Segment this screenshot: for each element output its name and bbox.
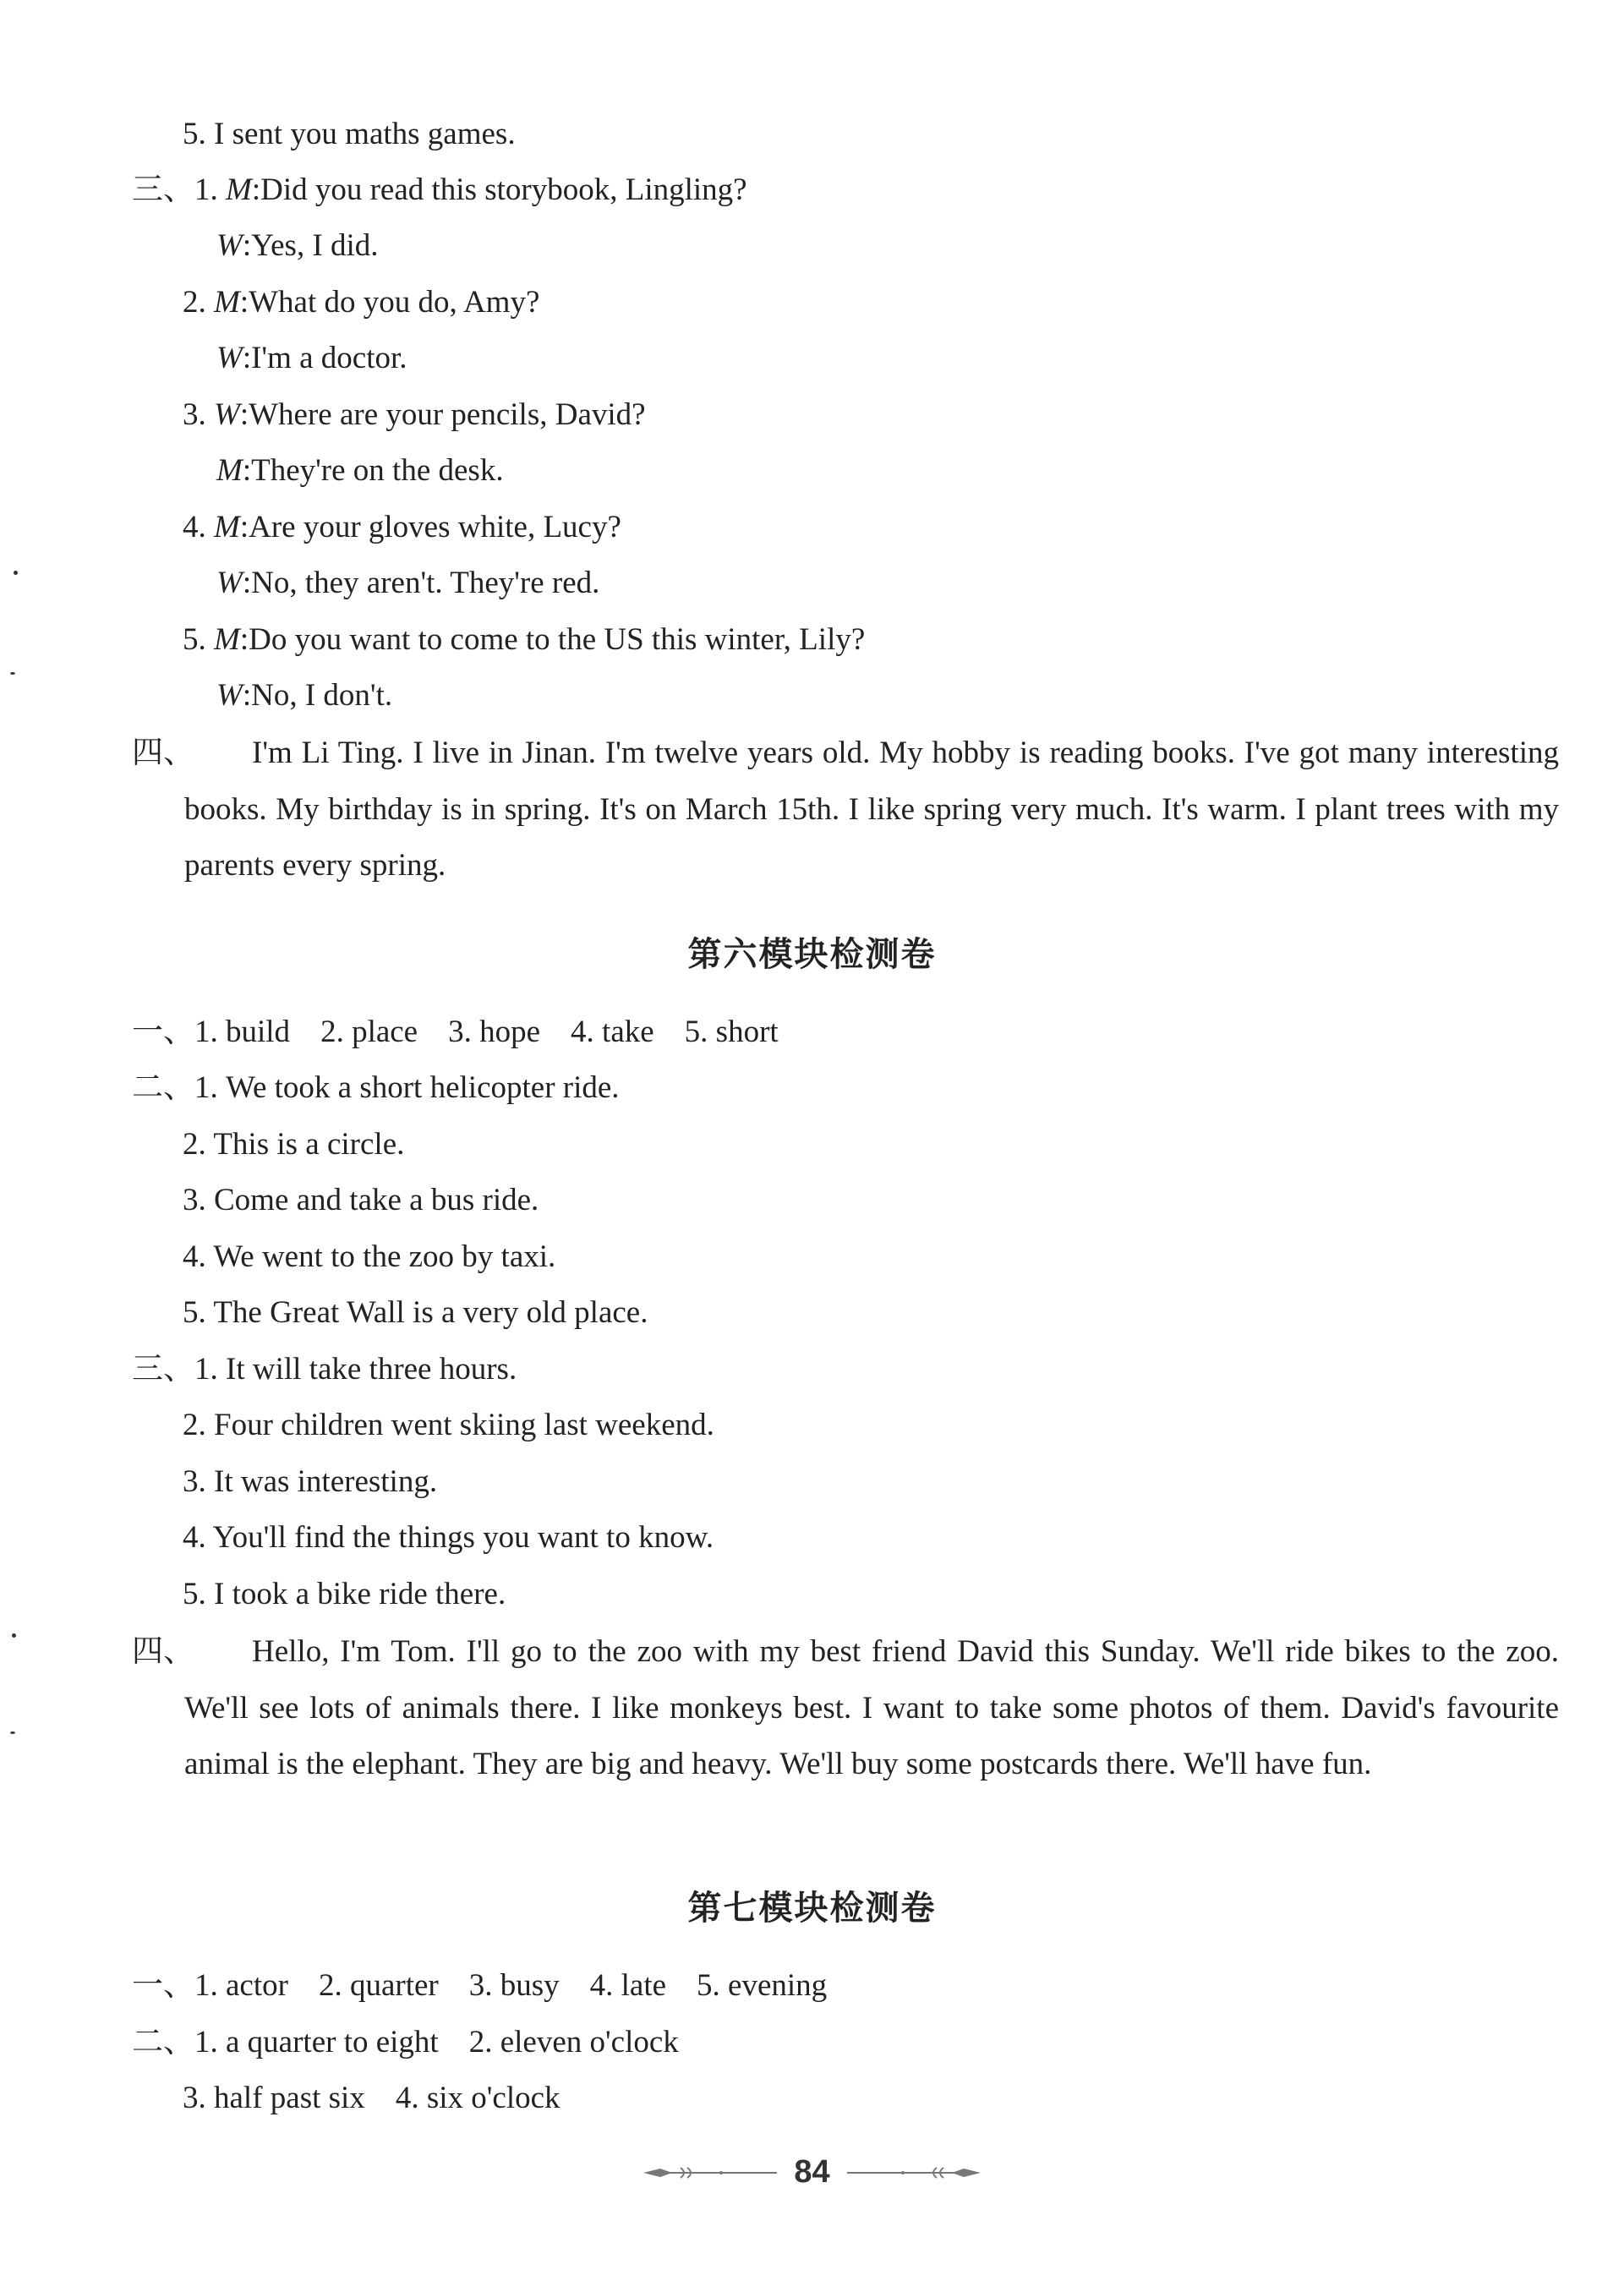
section-marker: 四、 <box>132 736 194 770</box>
listening-passage: I'm Li Ting. I live in Jinan. I'm twelve years old. My hobby is reading books. I've got many interesting books. My birthday is in spring. It's on March 15th. I like spring very much. It's warm. I plant trees with my parents every spring. <box>184 736 1559 883</box>
listening-passage: Hello, I'm Tom. I'll go to the zoo with my best friend David this Sunday. We'll ride bikes to the zoo. We'll see lots of animals there. I like monkeys best. I want to take some photos of them. David's favourite animal is the elephant. They are big and heavy. We'll buy some postcards there. We'll have fun. <box>184 1634 1559 1781</box>
answer-row: 3. half past six 4. six o'clock <box>183 2081 560 2115</box>
dialogue-line: 2. M:What do you do, Amy? <box>183 285 540 320</box>
margin-mark <box>14 571 18 575</box>
module-heading: 第六模块检测卷 <box>687 935 937 974</box>
answer-item: 3. Come and take a bus ride. <box>183 1183 539 1217</box>
dialogue-reply: W:No, I don't. <box>216 678 393 713</box>
answer-item: 5. The Great Wall is a very old place. <box>183 1295 648 1330</box>
answer-row: 二、1. a quarter to eight 2. eleven o'clock <box>132 2025 679 2059</box>
dialogue-line: 5. M:Do you want to come to the US this winter, Lily? <box>183 622 866 657</box>
left-ornament-icon <box>643 2163 779 2183</box>
dialogue-reply: W:Yes, I did. <box>216 228 379 263</box>
margin-mark <box>12 1633 16 1638</box>
dialogue-line: 3. W:Where are your pencils, David? <box>183 397 646 432</box>
section-marker: 四、 <box>132 1634 194 1669</box>
answer-item: 2. Four children went skiing last weekend. <box>183 1408 714 1442</box>
answer-item: 4. We went to the zoo by taxi. <box>183 1239 556 1274</box>
section-marker: 三、 <box>132 172 194 207</box>
module-heading: 第七模块检测卷 <box>687 1889 937 1928</box>
answer-row: 一、1. build 2. place 3. hope 4. take 5. short <box>132 1015 779 1049</box>
right-ornament-icon <box>845 2163 981 2183</box>
answer-row: 一、1. actor 2. quarter 3. busy 4. late 5. evening <box>132 1968 828 2003</box>
margin-mark <box>10 672 15 675</box>
answer-item: 二、1. We took a short helicopter ride. <box>132 1070 620 1105</box>
answer-item: 三、1. It will take three hours. <box>132 1352 517 1387</box>
answer-item: 5. I sent you maths games. <box>183 117 516 151</box>
dialogue-line: 4. M:Are your gloves white, Lucy? <box>183 510 621 544</box>
answer-item: 5. I took a bike ride there. <box>183 1577 506 1611</box>
page-footer <box>0 2154 1624 2191</box>
dialogue-line: 三、1. M:Did you read this storybook, Lingling? <box>132 172 747 207</box>
dialogue-reply: W:No, they aren't. They're red. <box>216 566 600 600</box>
dialogue-reply: M:They're on the desk. <box>216 453 504 488</box>
margin-mark <box>10 1731 15 1734</box>
dialogue-reply: W:I'm a doctor. <box>216 341 407 375</box>
page-number: 84 <box>794 2154 830 2190</box>
answer-item: 2. This is a circle. <box>183 1127 405 1162</box>
answer-item: 3. It was interesting. <box>183 1464 438 1499</box>
answer-item: 4. You'll find the things you want to know. <box>183 1520 714 1555</box>
